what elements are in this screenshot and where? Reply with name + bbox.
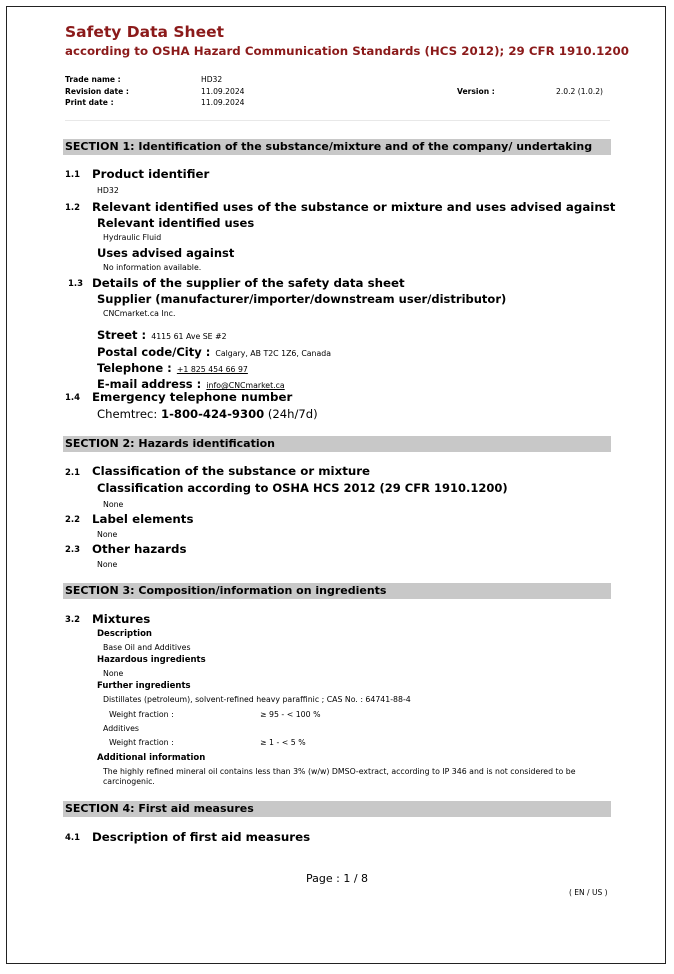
mixtures-heading: Mixtures <box>92 612 151 626</box>
revision-date-value: 11.09.2024 <box>201 87 245 96</box>
trade-name-label: Trade name : <box>65 75 121 84</box>
telephone-link[interactable]: +1 825 454 66 97 <box>176 365 248 374</box>
section-3-heading: SECTION 3: Composition/information on ingredients <box>63 583 611 599</box>
description-value: Base Oil and Additives <box>103 643 191 652</box>
document-title: Safety Data Sheet <box>65 23 225 41</box>
trade-name-value: HD32 <box>201 75 223 84</box>
section-number: 2.3 <box>65 545 81 555</box>
product-identifier-value: HD32 <box>97 186 119 195</box>
section-number: 1.3 <box>68 279 84 289</box>
hazardous-ingredients-heading: Hazardous ingredients <box>97 655 206 665</box>
emergency-phone-line: Chemtrec: 1-800-424-9300 (24h/7d) <box>97 407 318 421</box>
section-number: 1.4 <box>65 393 81 403</box>
version-label: Version : <box>457 87 495 96</box>
label-elements-value: None <box>97 530 118 539</box>
description-heading: Description <box>97 629 152 639</box>
other-hazards-value: None <box>97 560 118 569</box>
section-number: 1.2 <box>65 203 81 213</box>
other-hazards-heading: Other hazards <box>92 542 187 556</box>
section-number: 4.1 <box>65 833 81 843</box>
section-number: 3.2 <box>65 615 81 625</box>
language-code: ( EN / US ) <box>569 888 608 897</box>
version-value: 2.0.2 (1.0.2) <box>556 87 603 96</box>
section-number: 2.2 <box>65 515 81 525</box>
osha-classification-heading: Classification according to OSHA HCS 2012 (29 CFR 1910.1200) <box>97 481 508 495</box>
postal-line: Postal code/City : Calgary, AB T2C 1Z6, Canada <box>97 345 331 359</box>
page-number: Page : 1 / 8 <box>306 872 369 885</box>
revision-date-label: Revision date : <box>65 87 129 96</box>
street-line: Street : 4115 61 Ave SE #2 <box>97 328 227 342</box>
uses-against-heading: Uses advised against <box>97 246 235 260</box>
section-number: 1.1 <box>65 170 81 180</box>
relevant-uses-heading: Relevant identified uses <box>97 216 255 230</box>
additional-information-value: The highly refined mineral oil contains less than 3% (w/w) DMSO-extract, according to IP 346 and is not considered to be carcinogenic. <box>103 767 576 786</box>
ingredient-name: Distillates (petroleum), solvent-refined heavy paraffinic ; CAS No. : 64741-88-4 <box>103 695 411 704</box>
section-number: 2.1 <box>65 468 81 478</box>
identified-uses-heading: Relevant identified uses of the substance or mixture and uses advised against <box>92 200 616 214</box>
street-value: 4115 61 Ave SE #2 <box>151 332 227 341</box>
document-subtitle: according to OSHA Hazard Communication Standards (HCS 2012); 29 CFR 1910.1200 <box>65 44 629 58</box>
weight-fraction-label: Weight fraction : <box>109 710 174 719</box>
telephone-line: Telephone : +1 825 454 66 97 <box>97 361 248 375</box>
classification-heading: Classification of the substance or mixture <box>92 464 371 478</box>
email-link[interactable]: info@CNCmarket.ca <box>206 381 285 390</box>
header-divider <box>65 120 610 121</box>
further-ingredients-heading: Further ingredients <box>97 681 191 691</box>
weight-fraction-value: ≥ 1 - < 5 % <box>260 738 306 747</box>
email-line: E-mail address : info@CNCmarket.ca <box>97 377 285 391</box>
first-aid-description-heading: Description of first aid measures <box>92 830 311 844</box>
weight-fraction-label: Weight fraction : <box>109 738 174 747</box>
postal-value: Calgary, AB T2C 1Z6, Canada <box>215 349 331 358</box>
product-identifier-heading: Product identifier <box>92 167 210 181</box>
weight-fraction-value: ≥ 95 - < 100 % <box>260 710 321 719</box>
print-date-label: Print date : <box>65 98 114 107</box>
sds-page <box>6 6 666 964</box>
section-2-heading: SECTION 2: Hazards identification <box>63 436 611 452</box>
section-4-heading: SECTION 4: First aid measures <box>63 801 611 817</box>
relevant-uses-value: Hydraulic Fluid <box>103 233 162 242</box>
ingredient-name: Additives <box>103 724 139 733</box>
section-1-heading: SECTION 1: Identification of the substance/mixture and of the company/ undertaking <box>63 139 611 155</box>
supplier-name: CNCmarket.ca Inc. <box>103 309 176 318</box>
emergency-phone-heading: Emergency telephone number <box>92 390 293 404</box>
hazardous-ingredients-value: None <box>103 669 124 678</box>
emergency-phone-number: 1-800-424-9300 <box>161 407 265 421</box>
supplier-details-heading: Details of the supplier of the safety data sheet <box>92 276 405 290</box>
classification-value: None <box>103 500 124 509</box>
uses-against-value: No information available. <box>103 263 202 272</box>
print-date-value: 11.09.2024 <box>201 98 245 107</box>
label-elements-heading: Label elements <box>92 512 194 526</box>
additional-information-heading: Additional information <box>97 753 206 763</box>
supplier-heading: Supplier (manufacturer/importer/downstream user/distributor) <box>97 292 507 306</box>
